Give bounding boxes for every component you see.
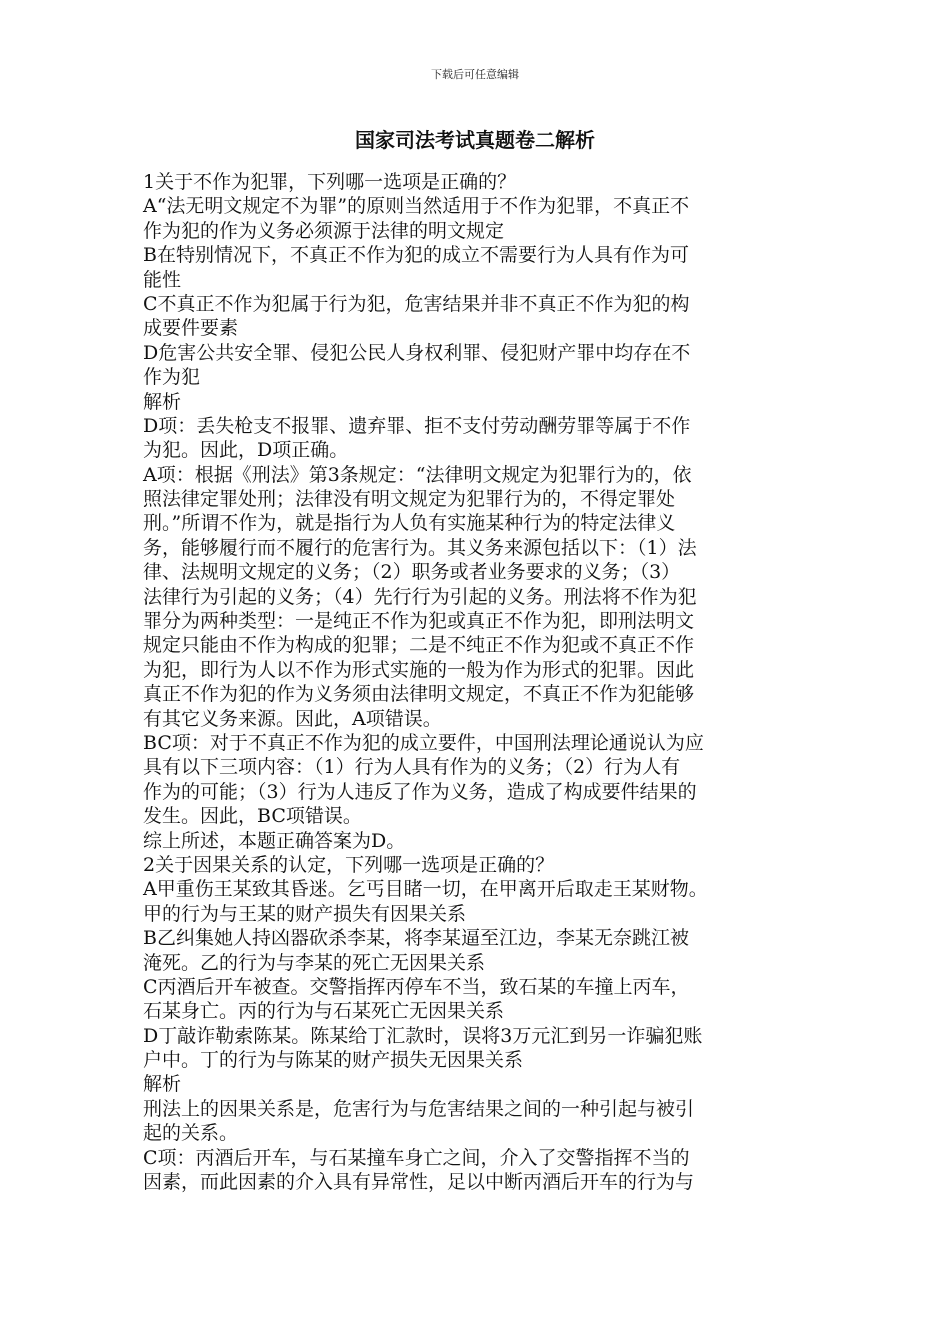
text-line: 淹死。乙的行为与李某的死亡无因果关系 xyxy=(143,951,486,974)
text-line: 具有以下三项内容：（1）行为人具有作为的义务；（2）行为人有 xyxy=(143,756,681,779)
text-line: A甲重伤王某致其昏迷。乞丐目睹一切，在甲离开后取走王某财物。 xyxy=(143,878,708,901)
text-line: 作为的可能；（3）行为人违反了作为义务，造成了构成要件结果的 xyxy=(143,780,697,803)
text-line: 为犯，即行为人以不作为形式实施的一般为作为形式的犯罪。因此 xyxy=(143,658,695,681)
text-line: B乙纠集她人持凶器砍杀李某，将李某逼至江边，李某无奈跳江被 xyxy=(143,927,689,950)
text-line: D丁敲诈勒索陈某。陈某给丁汇款时，误将3万元汇到另一诈骗犯账 xyxy=(143,1024,703,1047)
text-line: 刑。”所谓不作为，就是指行为人负有实施某种行为的特定法律义 xyxy=(143,512,676,535)
text-line: A项：根据《刑法》第3条规定：“法律明文规定为犯罪行为的，依 xyxy=(143,463,692,486)
text-line: C丙酒后开车被查。交警指挥丙停车不当，致石某的车撞上丙车， xyxy=(143,975,690,998)
text-line: 2关于因果关系的认定，下列哪一选项是正确的？ xyxy=(143,853,555,876)
text-line: C项：丙酒后开车，与石某撞车身亡之间，介入了交警指挥不当的 xyxy=(143,1146,690,1169)
text-line: 因素，而此因素的介入具有异常性，足以中断丙酒后开车的行为与 xyxy=(143,1171,695,1194)
text-line: 户中。丁的行为与陈某的财产损失无因果关系 xyxy=(143,1049,524,1072)
text-line: 综上所述，本题正确答案为D。 xyxy=(143,829,406,852)
text-line: B在特别情况下，不真正不作为犯的成立不需要行为人具有作为可 xyxy=(143,244,689,267)
text-line: 刑法上的因果关系是，危害行为与危害结果之间的一种引起与被引 xyxy=(143,1097,695,1120)
text-line: 成要件要素 xyxy=(143,317,239,340)
text-line: 甲的行为与王某的财产损失有因果关系 xyxy=(143,902,467,925)
text-line: 作为犯 xyxy=(143,366,201,389)
text-line: C不真正不作为犯属于行为犯，危害结果并非不真正不作为犯的构 xyxy=(143,292,690,315)
text-line: 发生。因此，BC项错误。 xyxy=(143,805,362,828)
text-line: 照法律定罪处刑；法律没有明文规定为犯罪行为的，不得定罪处 xyxy=(143,488,676,511)
text-line: 解析 xyxy=(143,1073,182,1096)
text-line: BC项：对于不真正不作为犯的成立要件，中国刑法理论通说认为应 xyxy=(143,731,704,754)
text-line: 规定只能由不作为构成的犯罪；二是不纯正不作为犯或不真正不作 xyxy=(143,634,695,657)
text-line: 石某身亡。丙的行为与石某死亡无因果关系 xyxy=(143,1000,505,1023)
text-line: 作为犯的作为义务必须源于法律的明文规定 xyxy=(143,219,505,242)
text-line: 务，能够履行而不履行的危害行为。其义务来源包括以下：（1）法 xyxy=(143,536,697,559)
text-line: 罪分为两种类型：一是纯正不作为犯或真正不作为犯，即刑法明文 xyxy=(143,610,695,633)
text-line: 为犯。因此，D项正确。 xyxy=(143,439,349,462)
text-line: 有其它义务来源。因此，A项错误。 xyxy=(143,707,442,730)
document-body xyxy=(143,170,825,1194)
text-line: D项：丢失枪支不报罪、遗弃罪、拒不支付劳动酬劳罪等属于不作 xyxy=(143,414,691,437)
document-title: 国家司法考试真题卷二解析 xyxy=(355,128,595,152)
text-line: 真正不作为犯的作为义务须由法律明文规定，不真正不作为犯能够 xyxy=(143,683,695,706)
text-line: A“法无明文规定不为罪”的原则当然适用于不作为犯罪，不真正不 xyxy=(143,195,690,218)
text-line: 法律行为引起的义务；（4）先行行为引起的义务。刑法将不作为犯 xyxy=(143,585,697,608)
text-line: 能性 xyxy=(143,268,182,291)
text-line: 律、法规明文规定的义务；（2）职务或者业务要求的义务；（3） xyxy=(143,561,681,584)
page-header-note: 下载后可任意编辑 xyxy=(431,68,519,81)
text-line: 1关于不作为犯罪，下列哪一选项是正确的？ xyxy=(143,171,517,193)
text-line: D危害公共安全罪、侵犯公民人身权利罪、侵犯财产罪中均存在不 xyxy=(143,341,691,364)
text-line: 解析 xyxy=(143,390,182,413)
text-line: 起的关系。 xyxy=(143,1122,239,1145)
